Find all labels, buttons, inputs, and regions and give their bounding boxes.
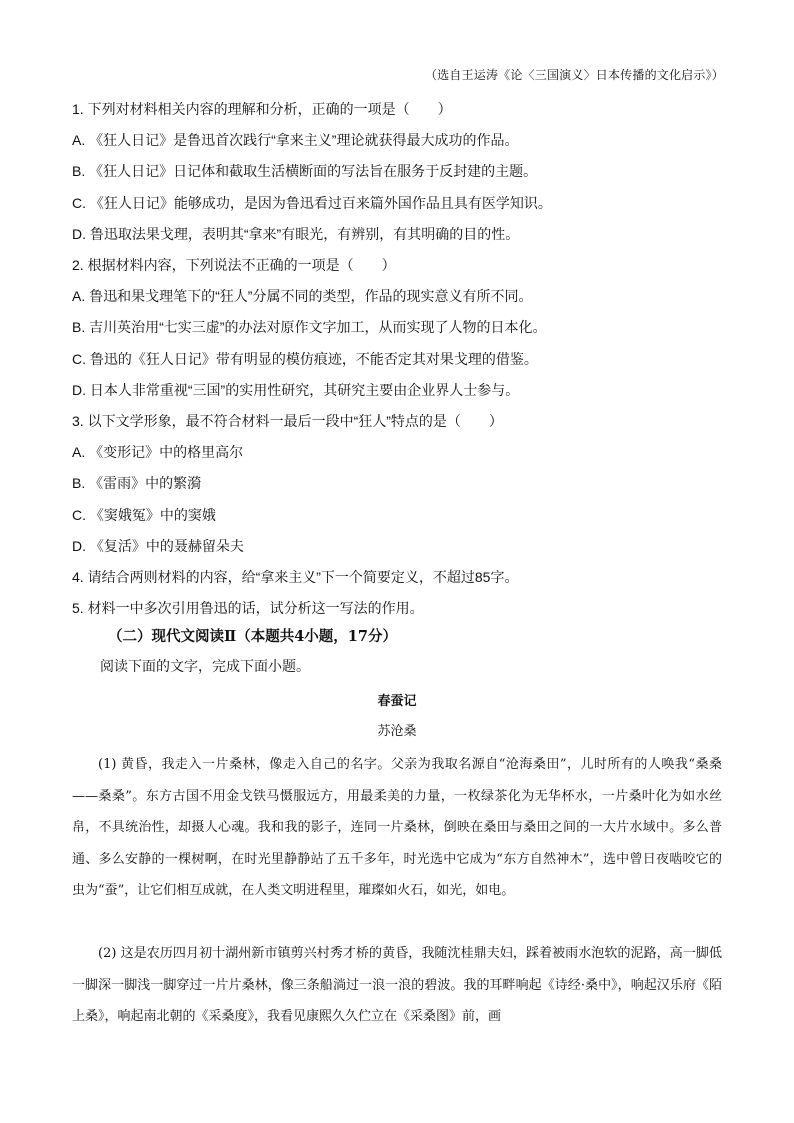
question-2-option-d: D. 日本人非常重视“三国”的实用性研究，其研究主要由企业界人士参与。 [72,381,520,398]
question-list [72,94,732,624]
essay-paragraph-2: (2) 这是农历四月初十湖州新市镇剪兴村秀才桥的黄昏，我随沈桂鼎夫妇，踩着被雨水泡软的泥路，高一脚低一脚深一脚浅一脚穿过一片片桑林，像三条船淌过一浪一浪的碧波。我的耳畔响起《诗经·桑中》，响起汉乐府《陌上桑》，响起南北朝的《采桑度》，我看见康熙久久伫立在《采桑图》前，画 [72,946,722,1024]
question-3-option-c: C. 《窦娥冤》中的窦娥 [72,506,216,523]
question-2-option-b: B. 吉川英治用“七实三虚”的办法对原作文字加工，从而实现了人物的日本化。 [72,319,547,336]
question-2-option-a: A. 鲁迅和果戈理笔下的“狂人”分属不同的类型，作品的现实意义有所不同。 [72,288,533,305]
source-citation: （选自王运涛《论〈三国演义〉日本传播的文化启示》） [424,68,724,82]
essay-paragraph-1: (1) 黄昏，我走入一片桑林，像走入自己的名字。父亲为我取名源自“沧海桑田”，儿时所有的人唤我“桑桑——桑桑”。东方古国不用金戈铁马慑服远方，用最柔美的力量，一枚绿茶化为无华杯水，一片桑叶化为如水丝帛，不具统治性，却摄人心魂。我和我的影子，连同一片桑林，倒映在桑田与桑田之间的一大片水域中。多么普通、多么安静的一棵树啊，在时光里静静站了五千多年，时光选中它成为“东方自然神木”，选中曾日夜啮咬它的虫为“蚕”，让它们相互成就，在人类文明进程里，璀璨如火石，如光，如电。 [72,757,722,898]
essay-title: 春蚕记 [377,694,417,709]
question-2-option-c: C. 鲁迅的《狂人日记》带有明显的模仿痕迹，不能否定其对果戈理的借鉴。 [72,350,538,367]
section-heading: （二）现代文阅读Ⅱ（本题共4小题，17分） [108,628,397,645]
question-1-stem: 1. 下列对材料相关内容的理解和分析，正确的一项是（ ） [72,101,452,117]
question-2-stem: 2. 根据材料内容，下列说法不正确的一项是（ ） [72,257,396,274]
question-3-option-a: A. 《变形记》中的格里高尔 [72,444,244,461]
essay-author: 苏沧桑 [377,724,417,739]
question-1-option-d: D. 鲁迅取法果戈理，表明其“拿来”有眼光，有辨别，有其明确的目的性。 [72,225,520,242]
question-3-option-b: B. 《雷雨》中的繁漪 [72,475,202,492]
question-3-stem: 3. 以下文学形象，最不符合材料一最后一段中“狂人”特点的是（ ） [72,413,503,430]
question-1-option-a: A. 《狂人日记》是鲁迅首次践行“拿来主义”理论就获得最大成功的作品。 [72,132,519,149]
question-1-option-b: B. 《狂人日记》日记体和截取生活横断面的写法旨在服务于反封建的主题。 [72,163,538,180]
question-3-option-d: D. 《复活》中的聂赫留朵夫 [72,537,244,554]
question-5: 5. 材料一中多次引用鲁迅的话，试分析这一写法的作用。 [72,600,424,617]
question-1-option-c: C. 《狂人日记》能够成功，是因为鲁迅看过百来篇外国作品且具有医学知识。 [72,194,552,211]
question-4: 4. 请结合两则材料的内容，给“拿来主义”下一个简要定义，不超过85字。 [72,569,519,586]
reading-instruction: 阅读下面的文字，完成下面小题。 [100,658,310,674]
